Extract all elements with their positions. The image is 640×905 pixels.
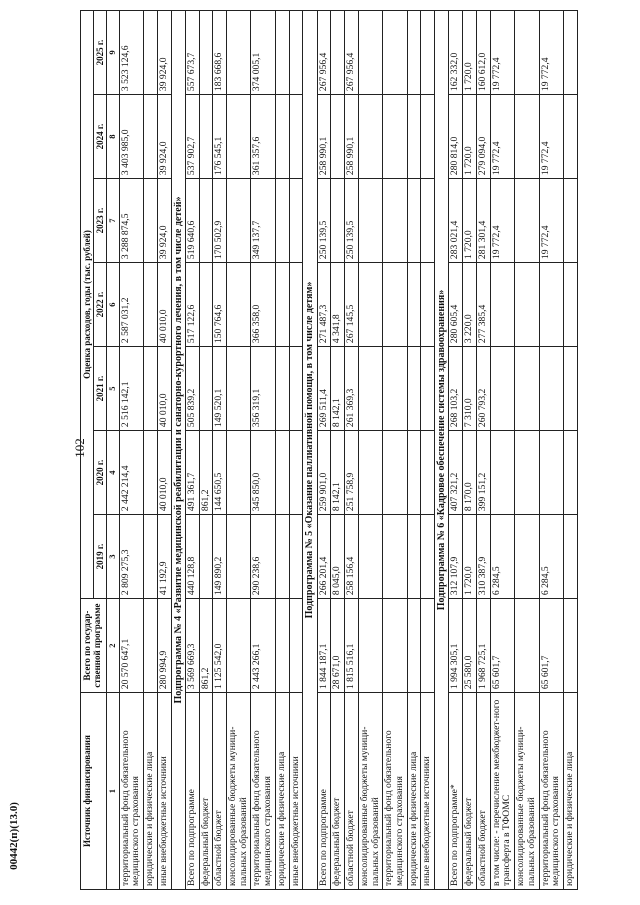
amount-cell: 19 772,4	[490, 95, 514, 179]
rotated-table-container	[80, 10, 640, 890]
amount-cell: 505 839,2	[185, 347, 199, 431]
amount-cell: 279 094,0	[476, 95, 490, 179]
amount-cell	[358, 95, 382, 179]
amount-cell: 162 332,0	[449, 11, 463, 95]
amount-cell	[383, 599, 407, 693]
amount-cell	[564, 515, 578, 599]
amount-cell	[144, 599, 158, 693]
amount-cell: 6 284,5	[539, 515, 563, 599]
amount-cell: 1 968 725,1	[476, 599, 490, 693]
amount-cell	[227, 11, 251, 95]
funding-source-cell: юридические и физические лица	[144, 693, 158, 890]
amount-cell	[144, 95, 158, 179]
amount-cell: 861,2	[199, 599, 213, 693]
amount-cell: 2 516 142,1	[119, 347, 143, 431]
amount-cell	[358, 431, 382, 515]
amount-cell: 1 720,0	[463, 95, 477, 179]
amount-cell	[289, 179, 303, 263]
funding-source-cell: консолидированные бюджеты муници-пальных образований	[227, 693, 251, 890]
subprogram-title: Подпрограмма № 5 «Оказание паллиативной помощи, в том числе детям»	[303, 11, 317, 890]
header-year: 2022 г.	[94, 263, 107, 347]
table-row	[227, 11, 251, 890]
amount-cell	[227, 599, 251, 693]
table-row	[407, 11, 421, 890]
financing-table	[80, 10, 578, 890]
amount-cell	[199, 95, 213, 179]
amount-cell	[358, 263, 382, 347]
amount-cell: 8 142,1	[331, 431, 345, 515]
table-row	[564, 11, 578, 890]
funding-source-cell: областной бюджет	[345, 693, 359, 890]
amount-cell: 2 443 266,1	[251, 599, 275, 693]
amount-cell: 19 772,4	[490, 11, 514, 95]
amount-cell: 361 357,6	[251, 95, 275, 179]
amount-cell	[383, 95, 407, 179]
amount-cell	[407, 515, 421, 599]
amount-cell	[515, 95, 539, 179]
header-total: Всего по государ-ственной программе	[81, 599, 107, 693]
funding-source-cell: федеральный бюджет	[463, 693, 477, 890]
amount-cell: 281 301,4	[476, 179, 490, 263]
amount-cell	[358, 11, 382, 95]
amount-cell	[275, 599, 289, 693]
amount-cell	[383, 11, 407, 95]
amount-cell: 251 758,9	[345, 431, 359, 515]
amount-cell	[490, 347, 514, 431]
amount-cell	[407, 263, 421, 347]
amount-cell: 258 990,1	[345, 95, 359, 179]
amount-cell	[289, 263, 303, 347]
amount-cell	[564, 95, 578, 179]
amount-cell	[144, 11, 158, 95]
amount-cell	[144, 515, 158, 599]
amount-cell	[421, 515, 435, 599]
amount-cell: 149 890,2	[213, 515, 227, 599]
table-row	[199, 11, 213, 890]
amount-cell: 517 122,6	[185, 263, 199, 347]
table-row	[251, 11, 275, 890]
table-row	[449, 11, 463, 890]
amount-cell	[144, 431, 158, 515]
amount-cell	[564, 431, 578, 515]
subprogram-heading-row	[303, 11, 317, 890]
amount-cell: 6 284,5	[490, 515, 514, 599]
funding-source-cell: консолидированные бюджеты муници-пальных образований	[515, 693, 539, 890]
amount-cell: 267 956,4	[345, 11, 359, 95]
amount-cell: 491 361,7	[185, 431, 199, 515]
amount-cell: 2 587 031,2	[119, 263, 143, 347]
amount-cell: 3 220,0	[463, 263, 477, 347]
amount-cell	[144, 347, 158, 431]
amount-cell	[289, 347, 303, 431]
amount-cell	[383, 515, 407, 599]
amount-cell	[227, 263, 251, 347]
table-row	[490, 11, 514, 890]
funding-source-cell: территориальный фонд обязательного медицинского страхования	[539, 693, 563, 890]
amount-cell: 20 570 647,1	[119, 599, 143, 693]
amount-cell	[539, 431, 563, 515]
amount-cell: 65 601,7	[490, 599, 514, 693]
amount-cell: 41 192,9	[157, 515, 171, 599]
table-row	[289, 11, 303, 890]
amount-cell: 280 605,4	[449, 263, 463, 347]
amount-cell	[407, 347, 421, 431]
funding-source-cell: юридические и физические лица	[275, 693, 289, 890]
amount-cell	[289, 431, 303, 515]
amount-cell: 170 502,9	[213, 179, 227, 263]
amount-cell: 374 005,1	[251, 11, 275, 95]
amount-cell: 40 010,0	[157, 431, 171, 515]
amount-cell: 250 139,5	[317, 179, 331, 263]
amount-cell: 1 720,0	[463, 11, 477, 95]
amount-cell	[275, 347, 289, 431]
funding-source-cell: в том числе: - перечисление межбюджет-ного трансферта в ТФОМС	[490, 693, 514, 890]
column-index: 1	[107, 693, 120, 890]
amount-cell: 280 814,0	[449, 95, 463, 179]
amount-cell: 861,2	[199, 431, 213, 515]
amount-cell	[421, 599, 435, 693]
amount-cell: 537 902,7	[185, 95, 199, 179]
amount-cell: 312 107,9	[449, 515, 463, 599]
amount-cell: 39 924,0	[157, 95, 171, 179]
header-year: 2025 г.	[94, 11, 107, 95]
document-code: 00442(п)(13.0)	[7, 802, 20, 870]
amount-cell: 40 010,0	[157, 263, 171, 347]
funding-source-cell: областной бюджет	[213, 693, 227, 890]
funding-source-cell: консолидированные бюджеты муници-пальных образований	[358, 693, 382, 890]
funding-source-cell: иные внебюджетные источники	[157, 693, 171, 890]
amount-cell	[275, 95, 289, 179]
amount-cell: 144 650,5	[213, 431, 227, 515]
subprogram-title: Подпрограмма № 4 «Развитие медицинской реабилитации и санаторно-курортного лечения, в том числе детей»	[171, 11, 185, 890]
subprogram-heading-row	[435, 11, 449, 890]
amount-cell: 3 288 874,5	[119, 179, 143, 263]
amount-cell	[515, 431, 539, 515]
amount-cell: 28 671,0	[331, 599, 345, 693]
amount-cell	[564, 263, 578, 347]
amount-cell	[289, 599, 303, 693]
table-row	[515, 11, 539, 890]
column-index: 9	[107, 11, 120, 95]
funding-source-cell: территориальный фонд обязательного медицинского страхования	[383, 693, 407, 890]
amount-cell: 149 520,1	[213, 347, 227, 431]
header-group: Оценка расходов, годы (тыс. рублей)	[81, 11, 94, 599]
amount-cell	[421, 431, 435, 515]
amount-cell: 356 319,1	[251, 347, 275, 431]
amount-cell: 269 511,4	[317, 347, 331, 431]
amount-cell	[227, 431, 251, 515]
amount-cell: 40 010,0	[157, 347, 171, 431]
header-source: Источник финансирования	[81, 693, 107, 890]
amount-cell	[421, 95, 435, 179]
column-index: 5	[107, 347, 120, 431]
amount-cell: 557 673,7	[185, 11, 199, 95]
amount-cell: 267 956,4	[317, 11, 331, 95]
table-row	[383, 11, 407, 890]
amount-cell: 268 103,2	[449, 347, 463, 431]
amount-cell	[407, 599, 421, 693]
header-row-1	[81, 11, 94, 890]
amount-cell: 1 720,0	[463, 515, 477, 599]
table-row	[421, 11, 435, 890]
funding-source-cell: Всего по подпрограмме*	[449, 693, 463, 890]
amount-cell	[289, 515, 303, 599]
table-row	[358, 11, 382, 890]
amount-cell	[275, 11, 289, 95]
amount-cell	[199, 347, 213, 431]
amount-cell	[564, 11, 578, 95]
amount-cell: 19 772,4	[539, 179, 563, 263]
amount-cell	[227, 347, 251, 431]
amount-cell	[515, 263, 539, 347]
funding-source-cell: иные внебюджетные источники	[421, 693, 435, 890]
amount-cell: 440 128,8	[185, 515, 199, 599]
table-row	[539, 11, 563, 890]
amount-cell	[289, 11, 303, 95]
header-year: 2019 г.	[94, 515, 107, 599]
amount-cell: 519 640,6	[185, 179, 199, 263]
header-year: 2021 г.	[94, 347, 107, 431]
amount-cell	[383, 263, 407, 347]
amount-cell	[421, 263, 435, 347]
amount-cell: 250 139,5	[345, 179, 359, 263]
amount-cell	[421, 11, 435, 95]
funding-source-cell: юридические и физические лица	[407, 693, 421, 890]
amount-cell	[199, 515, 213, 599]
amount-cell	[227, 95, 251, 179]
amount-cell: 2 809 275,3	[119, 515, 143, 599]
table-row	[157, 11, 171, 890]
amount-cell	[358, 347, 382, 431]
amount-cell	[564, 347, 578, 431]
amount-cell	[407, 431, 421, 515]
amount-cell	[383, 347, 407, 431]
amount-cell	[383, 179, 407, 263]
amount-cell	[564, 599, 578, 693]
amount-cell: 1 994 305,1	[449, 599, 463, 693]
amount-cell	[227, 515, 251, 599]
amount-cell	[144, 263, 158, 347]
table-row	[331, 11, 345, 890]
amount-cell	[515, 179, 539, 263]
column-index: 2	[107, 599, 120, 693]
table-row	[185, 11, 199, 890]
amount-cell	[358, 179, 382, 263]
funding-source-cell: юридические и физические лица	[564, 693, 578, 890]
amount-cell	[331, 179, 345, 263]
table-row	[463, 11, 477, 890]
amount-cell	[407, 95, 421, 179]
amount-cell: 3 569 669,3	[185, 599, 199, 693]
amount-cell	[490, 431, 514, 515]
index-row	[107, 11, 120, 890]
amount-cell: 4 341,8	[331, 263, 345, 347]
amount-cell: 277 385,4	[476, 263, 490, 347]
amount-cell	[358, 599, 382, 693]
table-row	[275, 11, 289, 890]
amount-cell	[275, 431, 289, 515]
amount-cell	[515, 599, 539, 693]
funding-source-cell: территориальный фонд обязательного медицинского страхования	[251, 693, 275, 890]
amount-cell	[289, 95, 303, 179]
amount-cell: 19 772,4	[539, 95, 563, 179]
header-year: 2020 г.	[94, 431, 107, 515]
amount-cell: 1 844 187,1	[317, 599, 331, 693]
header-year: 2024 г.	[94, 95, 107, 179]
amount-cell	[275, 515, 289, 599]
table-row	[119, 11, 143, 890]
column-index: 4	[107, 431, 120, 515]
amount-cell: 310 387,9	[476, 515, 490, 599]
amount-cell	[199, 11, 213, 95]
amount-cell	[421, 347, 435, 431]
amount-cell	[383, 431, 407, 515]
funding-source-cell: областной бюджет	[476, 693, 490, 890]
table-row	[476, 11, 490, 890]
amount-cell: 283 021,4	[449, 179, 463, 263]
funding-source-cell: иные внебюджетные источники	[289, 693, 303, 890]
amount-cell: 349 137,7	[251, 179, 275, 263]
amount-cell	[407, 179, 421, 263]
table-row	[144, 11, 158, 890]
amount-cell: 259 901,0	[317, 431, 331, 515]
funding-source-cell: федеральный бюджет	[199, 693, 213, 890]
amount-cell: 3 523 124,6	[119, 11, 143, 95]
amount-cell	[515, 347, 539, 431]
amount-cell: 399 151,2	[476, 431, 490, 515]
column-index: 7	[107, 179, 120, 263]
amount-cell: 267 145,5	[345, 263, 359, 347]
column-index: 8	[107, 95, 120, 179]
amount-cell: 183 668,6	[213, 11, 227, 95]
amount-cell: 1 720,0	[463, 179, 477, 263]
amount-cell: 1 815 516,1	[345, 599, 359, 693]
amount-cell	[421, 179, 435, 263]
amount-cell: 266 201,4	[317, 515, 331, 599]
amount-cell	[358, 515, 382, 599]
page-number: 102	[71, 438, 87, 458]
amount-cell: 150 764,6	[213, 263, 227, 347]
amount-cell: 3 403 985,0	[119, 95, 143, 179]
amount-cell: 8 045,0	[331, 515, 345, 599]
amount-cell: 7 310,0	[463, 347, 477, 431]
amount-cell: 258 990,1	[317, 95, 331, 179]
amount-cell	[144, 179, 158, 263]
header-year: 2023 г.	[94, 179, 107, 263]
amount-cell: 39 924,0	[157, 179, 171, 263]
table-row	[317, 11, 331, 890]
funding-source-cell: федеральный бюджет	[331, 693, 345, 890]
funding-source-cell: Всего по подпрограмме	[185, 693, 199, 890]
amount-cell: 39 924,0	[157, 11, 171, 95]
amount-cell	[407, 11, 421, 95]
column-index: 6	[107, 263, 120, 347]
amount-cell: 261 369,3	[345, 347, 359, 431]
amount-cell: 366 358,0	[251, 263, 275, 347]
amount-cell: 345 850,0	[251, 431, 275, 515]
amount-cell: 258 156,4	[345, 515, 359, 599]
amount-cell	[564, 179, 578, 263]
amount-cell	[539, 347, 563, 431]
funding-source-cell: Всего по подпрограмме	[317, 693, 331, 890]
column-index: 3	[107, 515, 120, 599]
amount-cell	[199, 263, 213, 347]
amount-cell	[275, 179, 289, 263]
amount-cell: 2 442 214,4	[119, 431, 143, 515]
amount-cell	[515, 515, 539, 599]
table-row	[213, 11, 227, 890]
amount-cell: 260 793,2	[476, 347, 490, 431]
amount-cell	[515, 11, 539, 95]
amount-cell	[227, 179, 251, 263]
amount-cell	[331, 95, 345, 179]
amount-cell: 19 772,4	[490, 179, 514, 263]
amount-cell: 290 238,6	[251, 515, 275, 599]
amount-cell: 8 170,0	[463, 431, 477, 515]
amount-cell	[331, 11, 345, 95]
subprogram-title: Подпрограмма № 6 «Кадровое обеспечение системы здравоохранения»	[435, 11, 449, 890]
amount-cell	[275, 263, 289, 347]
amount-cell: 271 487,3	[317, 263, 331, 347]
amount-cell: 1 125 542,0	[213, 599, 227, 693]
amount-cell	[539, 263, 563, 347]
amount-cell: 176 545,1	[213, 95, 227, 179]
subprogram-heading-row	[171, 11, 185, 890]
amount-cell: 280 994,9	[157, 599, 171, 693]
amount-cell: 19 772,4	[539, 11, 563, 95]
amount-cell: 8 142,1	[331, 347, 345, 431]
amount-cell	[199, 179, 213, 263]
table-row	[345, 11, 359, 890]
amount-cell	[490, 263, 514, 347]
amount-cell: 160 612,0	[476, 11, 490, 95]
amount-cell: 407 321,2	[449, 431, 463, 515]
amount-cell: 65 601,7	[539, 599, 563, 693]
funding-source-cell: территориальный фонд обязательного медицинского страхования	[119, 693, 143, 890]
amount-cell: 25 580,0	[463, 599, 477, 693]
